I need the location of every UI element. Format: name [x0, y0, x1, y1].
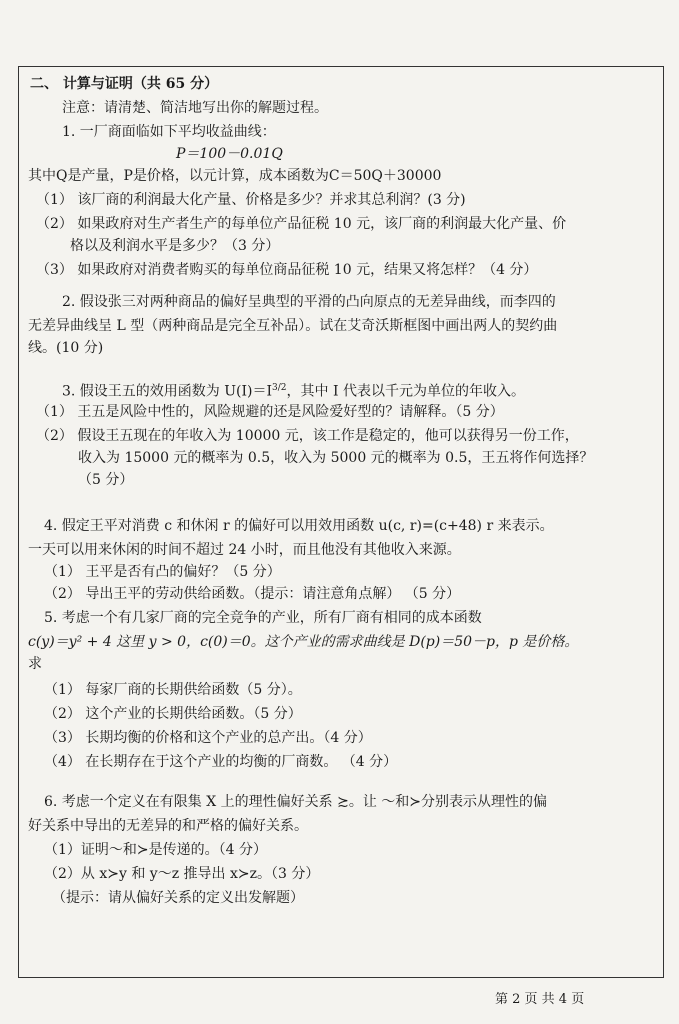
q6-part-1: （1）证明～和≻是传递的。（4 分） — [44, 842, 267, 858]
q2-line-b: 无差异曲线呈 L 型（两种商品是完全互补品）。试在艾奇沃斯框图中画出两人的契约曲 — [28, 318, 558, 334]
q2-line-c: 线。(10 分) — [28, 340, 104, 356]
q4-part-1: （1） 王平是否有凸的偏好？（5 分） — [44, 564, 281, 580]
section-note: 注意：请清楚、简洁地写出你的解题过程。 — [62, 100, 328, 116]
q3-exponent: 3/2 — [272, 383, 287, 393]
q6-line-a: 6. 考虑一个定义在有限集 X 上的理性偏好关系 ≿。让 ～和≻分别表示从理性的偏 — [44, 794, 548, 810]
q5-part-1: （1） 每家厂商的长期供给函数（5 分）。 — [44, 682, 302, 698]
q3-intro-b: ，其中 I 代表以千元为单位的年收入。 — [286, 383, 525, 400]
q6-part-2: （2）从 x≻y 和 y～z 推导出 x≻z。（3 分） — [44, 866, 320, 882]
q3-intro — [62, 378, 525, 402]
section-header: 二、 计算与证明（共 65 分） — [30, 76, 219, 92]
q1-part-2b: 格以及利润水平是多少？（3 分） — [70, 238, 280, 254]
q2-line-a: 2. 假设张三对两种商品的偏好呈典型的平滑的凸向原点的无差异曲线，而李四的 — [62, 294, 556, 310]
q6-line-b: 好关系中导出的无差异的和严格的偏好关系。 — [28, 818, 308, 834]
q3-part-2c: （5 分） — [78, 472, 134, 488]
q5-line-c: 求 — [28, 656, 42, 672]
q1-part-1: （1） 该厂商的利润最大化产量、价格是多少？并求其总利润？(3 分) — [36, 192, 466, 208]
q5-line-a: 5. 考虑一个有几家厂商的完全竞争的产业，所有厂商有相同的成本函数 — [44, 610, 482, 626]
q1-part-3: （3） 如果政府对消费者购买的每单位商品征税 10 元，结果又将怎样？（4 分） — [36, 262, 538, 278]
q4-line-a: 4. 假定王平对消费 c 和休闲 r 的偏好可以用效用函数 u(c, r)=(c+48) r 来表示。 — [44, 518, 554, 534]
q1-formula: P＝100－0.01Q — [176, 146, 283, 162]
q1-text: 其中Q是产量，P是价格，以元计算，成本函数为C＝50Q＋30000 — [28, 168, 442, 184]
q5-line-b: c(y)＝y² + 4 这里 y > 0，c(0)＝0。这个产业的需求曲线是 D(p)＝50－p，p 是价格。 — [28, 634, 579, 650]
q3-part-2a: （2） 假设王五现在的年收入为 10000 元，该工作是稳定的，他可以获得另一份工作， — [36, 428, 579, 444]
q3-intro-a: 3. 假设王五的效用函数为 U(I)＝I — [62, 383, 273, 400]
q3-part-1: （1） 王五是风险中性的，风险规避的还是风险爱好型的？请解释。（5 分） — [36, 404, 504, 420]
q1-intro: 1. 一厂商面临如下平均收益曲线： — [62, 124, 276, 140]
q5-part-4: （4） 在长期存在于这个产业的均衡的厂商数。 （4 分） — [44, 754, 398, 770]
q1-part-2a: （2） 如果政府对生产者生产的每单位产品征税 10 元，该厂商的利润最大化产量、价 — [36, 216, 567, 232]
q3-part-2b: 收入为 15000 元的概率为 0.5，收入为 5000 元的概率为 0.5，王五将作何选择？ — [78, 450, 594, 466]
q5-part-2: （2） 这个产业的长期供给函数。（5 分） — [44, 706, 302, 722]
q4-part-2: （2） 导出王平的劳动供给函数。（提示：请注意角点解） （5 分） — [44, 586, 461, 602]
q5-part-3: （3） 长期均衡的价格和这个产业的总产出。（4 分） — [44, 730, 372, 746]
page-number: 第 2 页 共 4 页 — [495, 992, 585, 1007]
q6-hint: （提示：请从偏好关系的定义出发解题） — [52, 890, 304, 906]
q4-line-b: 一天可以用来休闲的时间不超过 24 小时，而且他没有其他收入来源。 — [28, 542, 461, 558]
